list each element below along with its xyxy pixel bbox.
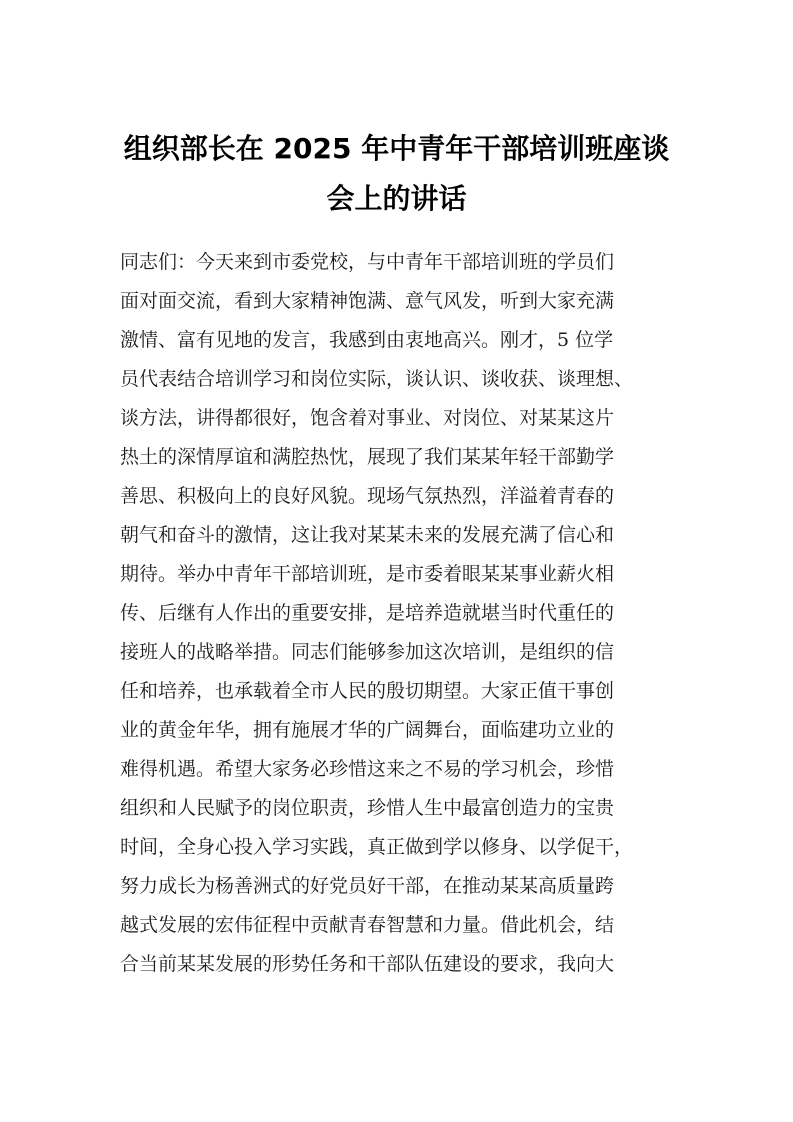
body-line: 谈方法，讲得都很好，饱含着对事业、对岗位、对某某这片 (120, 407, 615, 429)
title-line: 组织部长在 2025 年中青年干部培训班座谈 (123, 132, 670, 165)
body-line: 员代表结合培训学习和岗位实际，谈认识、谈收获、谈理想、 (120, 368, 634, 390)
body-line: 努力成长为杨善洲式的好党员好干部，在推动某某高质量跨 (120, 875, 615, 897)
document-body (120, 243, 680, 984)
body-line: 任和培养，也承载着全市人民的殷切期望。大家正值干事创 (120, 680, 615, 702)
body-line: 面对面交流，看到大家精神饱满、意气风发，听到大家充满 (120, 290, 615, 312)
body-line: 越式发展的宏伟征程中贡献青春智慧和力量。借此机会，结 (120, 914, 615, 936)
body-line: 难得机遇。希望大家务必珍惜这来之不易的学习机会，珍惜 (120, 758, 615, 780)
body-line: 接班人的战略举措。同志们能够参加这次培训，是组织的信 (120, 641, 615, 663)
body-line: 传、后继有人作出的重要安排，是培养造就堪当时代重任的 (120, 602, 615, 624)
body-line: 组织和人民赋予的岗位职责，珍惜人生中最富创造力的宝贵 (120, 797, 615, 819)
body-line: 业的黄金年华，拥有施展才华的广阔舞台，面临建功立业的 (120, 719, 615, 741)
body-line: 朝气和奋斗的激情，这让我对某某未来的发展充满了信心和 (120, 524, 615, 546)
document-title (0, 124, 793, 224)
body-line: 善思、积极向上的良好风貌。现场气氛热烈，洋溢着青春的 (120, 485, 615, 507)
body-line: 期待。举办中青年干部培训班，是市委着眼某某事业薪火相 (120, 563, 615, 585)
title-line: 会上的讲话 (326, 182, 467, 215)
body-line: 合当前某某发展的形势任务和干部队伍建设的要求，我向大 (120, 953, 615, 975)
body-line: 同志们：今天来到市委党校，与中青年干部培训班的学员们 (120, 251, 615, 273)
body-line: 热土的深情厚谊和满腔热忱，展现了我们某某年轻干部勤学 (120, 446, 615, 468)
body-line: 时间，全身心投入学习实践，真正做到学以修身、以学促干， (120, 836, 634, 858)
body-line: 激情、富有见地的发言，我感到由衷地高兴。刚才，5 位学 (120, 329, 614, 351)
